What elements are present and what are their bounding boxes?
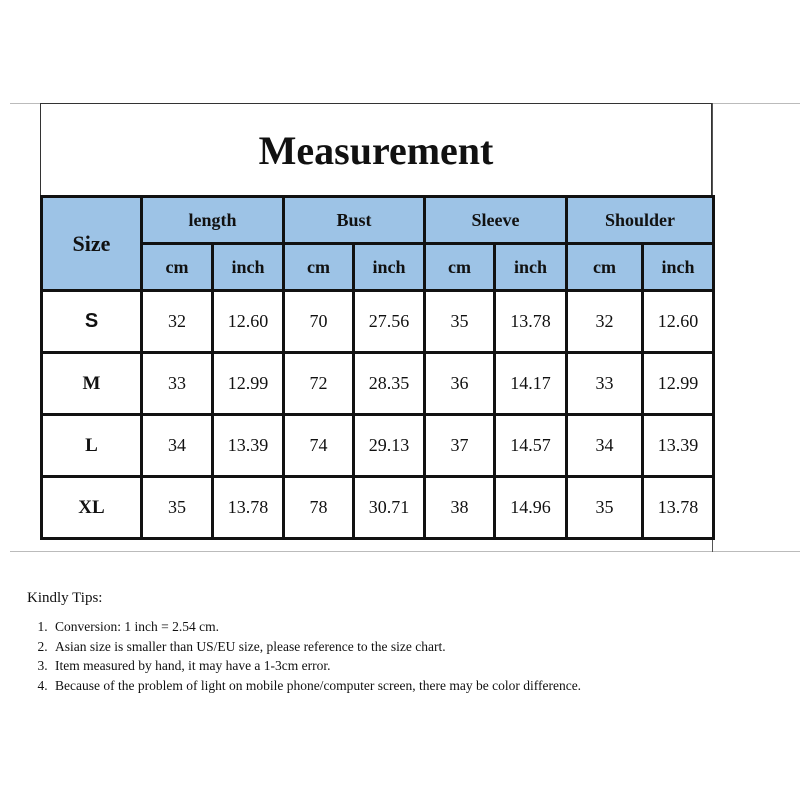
value-cell: 12.60 (213, 291, 284, 353)
value-cell: 34 (567, 415, 643, 477)
divider-bottom (10, 551, 800, 552)
value-cell: 70 (284, 291, 354, 353)
page-title: Measurement (258, 128, 494, 173)
size-cell: S (42, 291, 142, 353)
value-cell: 38 (425, 477, 495, 539)
value-cell: 35 (142, 477, 213, 539)
table-row (42, 477, 714, 539)
table-row (42, 291, 714, 353)
group-header-shoulder: Shoulder (567, 197, 714, 244)
size-cell: M (42, 353, 142, 415)
value-cell: 13.39 (213, 415, 284, 477)
tips-heading: Kindly Tips: (27, 590, 103, 606)
value-cell: 33 (142, 353, 213, 415)
tips-section (27, 590, 581, 695)
table-row (42, 353, 714, 415)
unit-header: cm (425, 244, 495, 291)
value-cell: 35 (425, 291, 495, 353)
table-row (42, 415, 714, 477)
value-cell: 28.35 (354, 353, 425, 415)
tip-item: 2. Asian size is smaller than US/EU size, please reference to the size chart. (51, 637, 581, 657)
value-cell: 35 (567, 477, 643, 539)
size-header: Size (42, 197, 142, 291)
size-chart-table (40, 195, 715, 540)
value-cell: 37 (425, 415, 495, 477)
value-cell: 12.99 (213, 353, 284, 415)
value-cell: 13.39 (643, 415, 714, 477)
value-cell: 14.17 (495, 353, 567, 415)
value-cell: 14.57 (495, 415, 567, 477)
value-cell: 72 (284, 353, 354, 415)
value-cell: 27.56 (354, 291, 425, 353)
tip-item: 3. Item measured by hand, it may have a 1-3cm error. (51, 656, 581, 676)
value-cell: 74 (284, 415, 354, 477)
unit-header: cm (284, 244, 354, 291)
unit-header: inch (643, 244, 714, 291)
value-cell: 32 (567, 291, 643, 353)
value-cell: 78 (284, 477, 354, 539)
tip-item: 1. Conversion: 1 inch = 2.54 cm. (51, 617, 581, 637)
value-cell: 32 (142, 291, 213, 353)
unit-header: cm (142, 244, 213, 291)
value-cell: 14.96 (495, 477, 567, 539)
tips-list (27, 617, 581, 695)
value-cell: 12.60 (643, 291, 714, 353)
unit-header: inch (354, 244, 425, 291)
size-cell: XL (42, 477, 142, 539)
unit-header: cm (567, 244, 643, 291)
value-cell: 33 (567, 353, 643, 415)
group-header-length: length (142, 197, 284, 244)
group-header-sleeve: Sleeve (425, 197, 567, 244)
value-cell: 13.78 (213, 477, 284, 539)
value-cell: 13.78 (643, 477, 714, 539)
tip-item: 4. Because of the problem of light on mobile phone/computer screen, there may be color difference. (51, 676, 581, 696)
group-header-bust: Bust (284, 197, 425, 244)
unit-header: inch (213, 244, 284, 291)
value-cell: 29.13 (354, 415, 425, 477)
value-cell: 34 (142, 415, 213, 477)
size-cell: L (42, 415, 142, 477)
value-cell: 12.99 (643, 353, 714, 415)
unit-header: inch (495, 244, 567, 291)
value-cell: 36 (425, 353, 495, 415)
value-cell: 30.71 (354, 477, 425, 539)
value-cell: 13.78 (495, 291, 567, 353)
